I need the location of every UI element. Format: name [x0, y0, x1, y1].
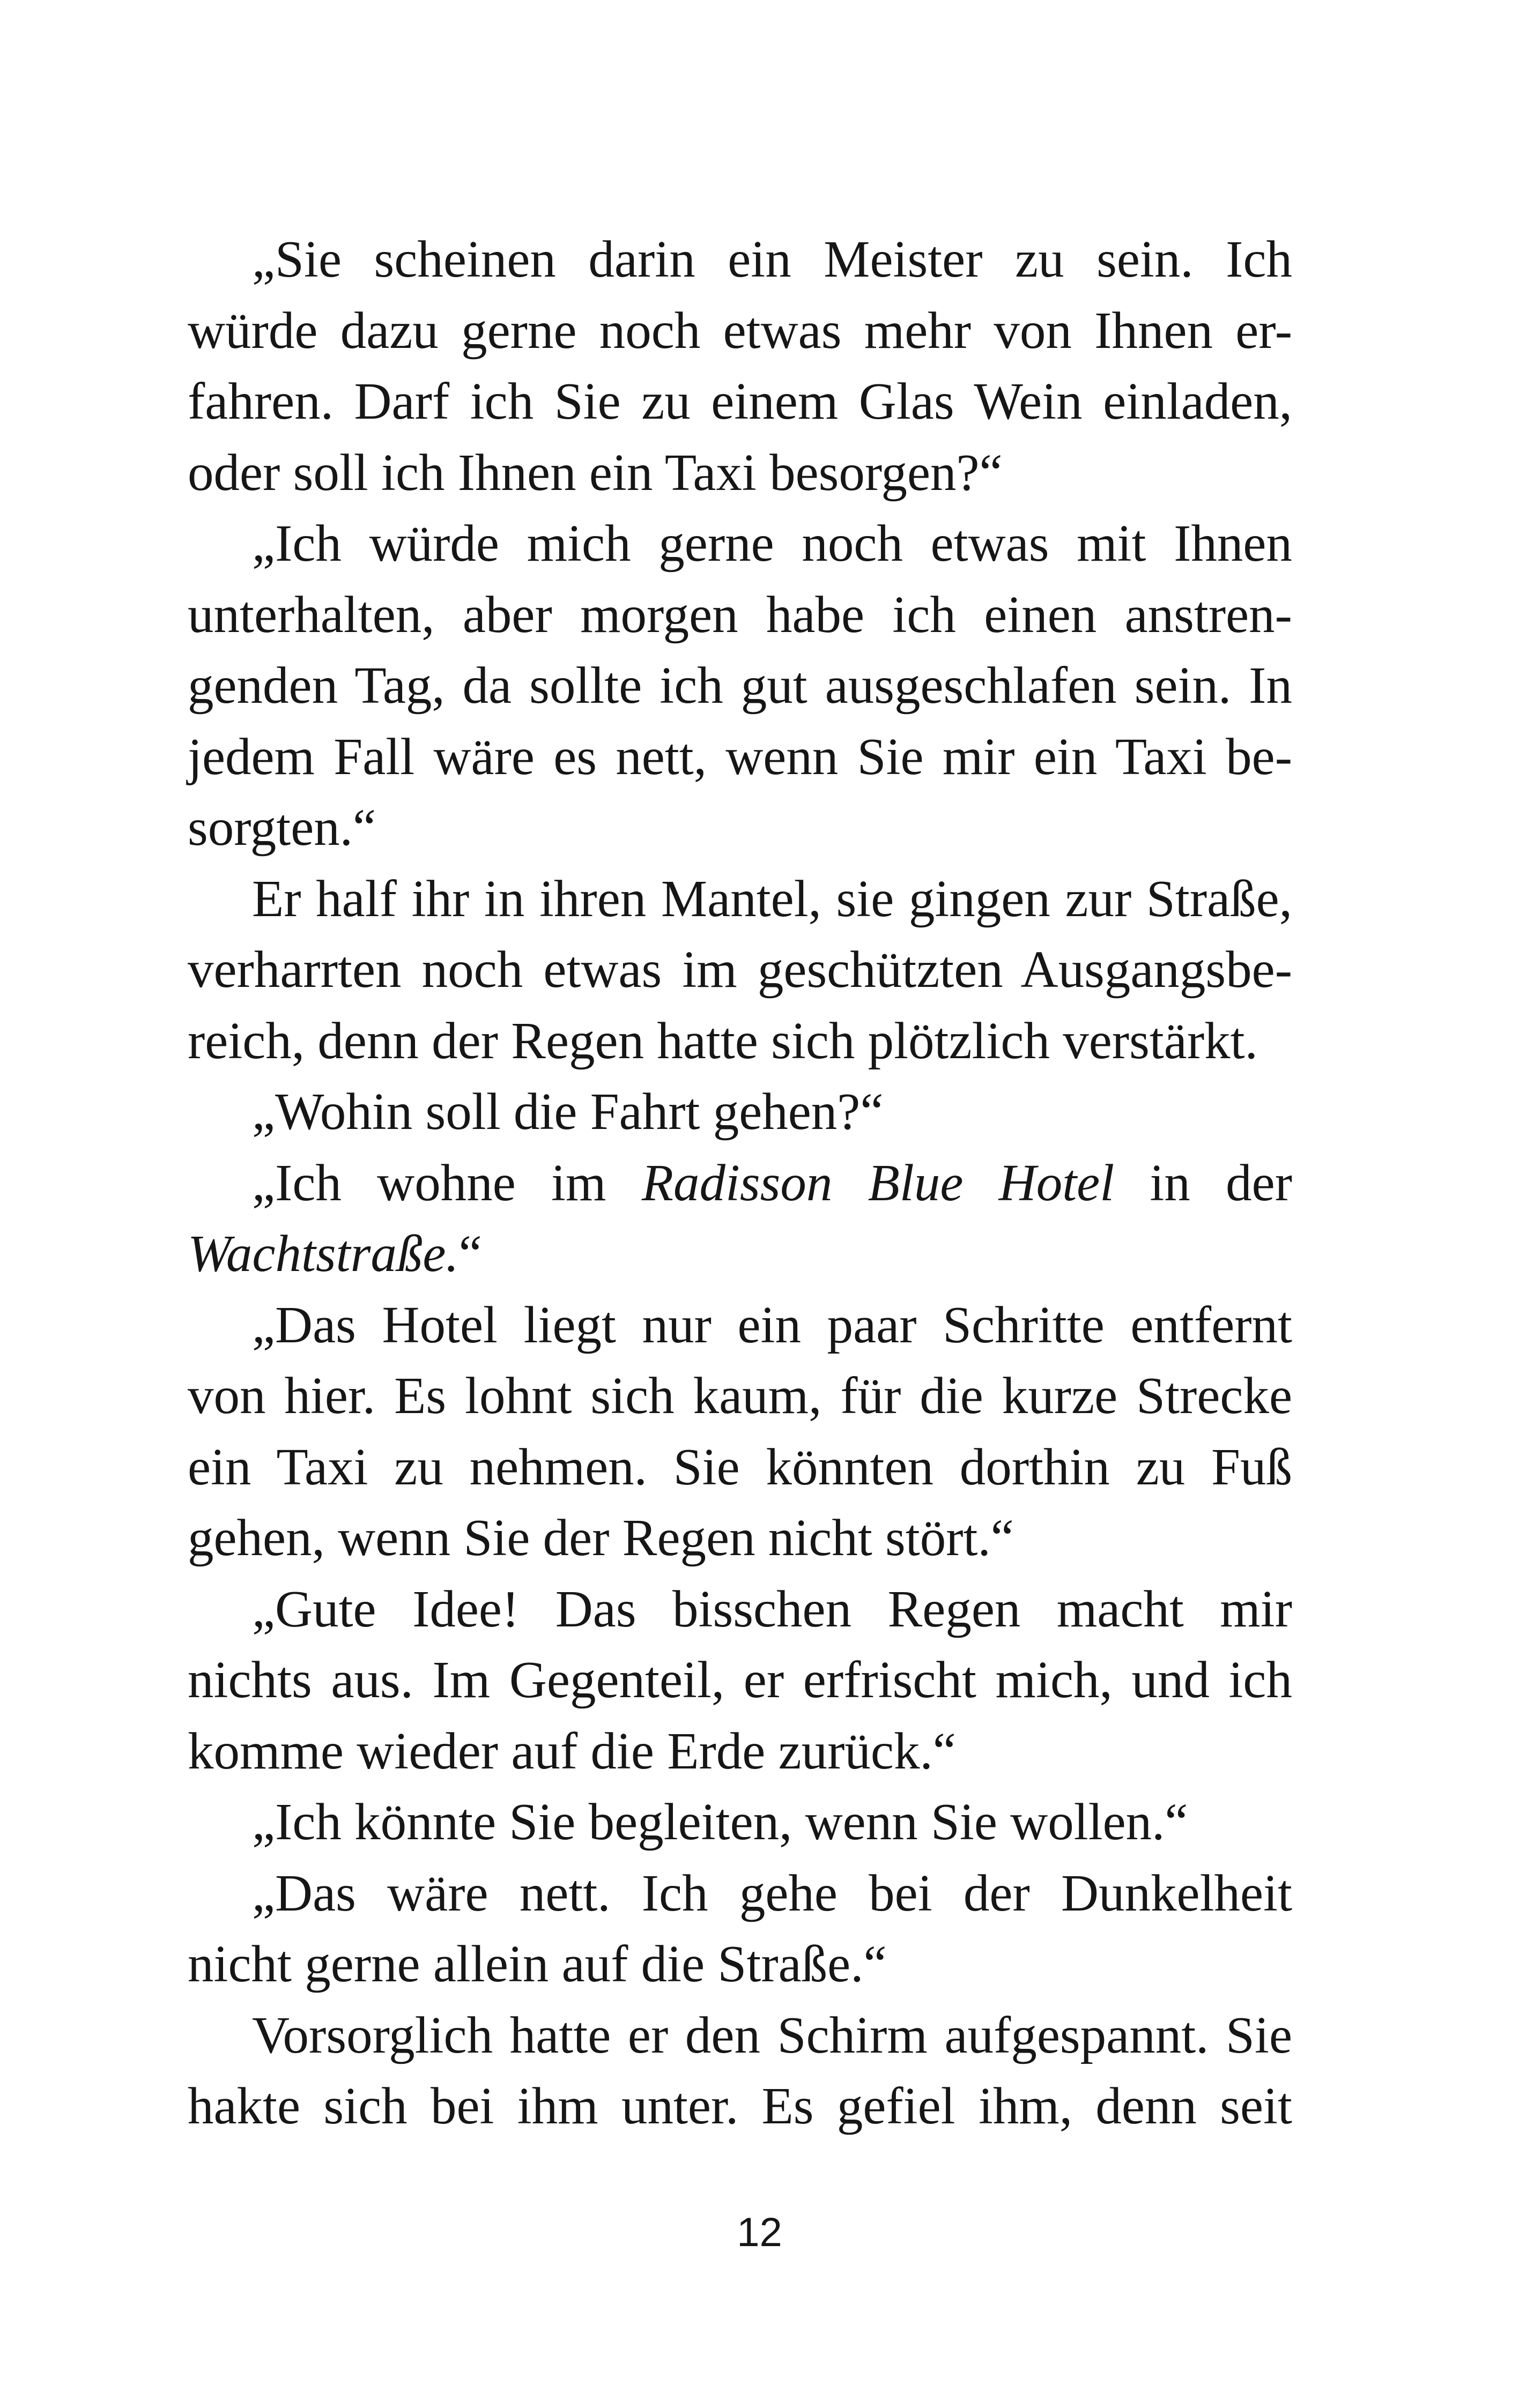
text-line — [188, 1148, 1292, 1219]
text-segment: „Wohin soll die Fahrt gehen?“ — [252, 1083, 884, 1140]
text-segment: komme wieder auf die Erde zurück.“ — [188, 1722, 956, 1780]
text-line — [188, 1006, 1292, 1077]
text-segment: ein Taxi zu nehmen. Sie könnten dorthin zu Fuß — [188, 1438, 1292, 1496]
text-line — [188, 1290, 1292, 1361]
text-line — [188, 295, 1292, 367]
text-line — [188, 1218, 1292, 1290]
text-line — [188, 366, 1292, 437]
text-segment: unterhalten, aber morgen habe ich einen anstren- — [188, 585, 1292, 643]
page-number: 12 — [737, 2210, 782, 2255]
text-segment: in der — [1114, 1154, 1292, 1212]
text-line — [188, 1432, 1292, 1503]
text-line — [188, 864, 1292, 935]
text-segment: „Sie scheinen darin ein Meister zu sein. Ich — [252, 231, 1292, 288]
text-line — [188, 1716, 1292, 1787]
text-segment: “ — [458, 1225, 482, 1282]
text-line — [188, 1929, 1292, 2000]
text-segment: „Das Hotel liegt nur ein paar Schritte entfernt — [252, 1296, 1292, 1354]
text-line — [188, 934, 1292, 1006]
text-segment: von hier. Es lohnt sich kaum, für die kurze Strecke — [188, 1367, 1292, 1424]
text-line — [188, 1858, 1292, 1929]
text-segment: genden Tag, da sollte ich gut ausgeschlafen sein. In — [188, 657, 1292, 714]
text-line — [188, 650, 1292, 722]
text-line — [188, 224, 1292, 295]
text-line — [188, 1787, 1292, 1858]
text-segment: gehen, wenn Sie der Regen nicht stört.“ — [188, 1509, 1014, 1566]
text-segment: „Gute Idee! Das bisschen Regen macht mir — [252, 1580, 1292, 1638]
text-line — [188, 1503, 1292, 1574]
text-line — [188, 722, 1292, 793]
text-segment: „Ich wohne im — [252, 1154, 642, 1212]
italic-text-segment: Wachtstraße. — [188, 1225, 459, 1282]
text-segment: oder soll ich Ihnen ein Taxi besorgen?“ — [188, 443, 1003, 501]
text-segment: würde dazu gerne noch etwas mehr von Ihnen er- — [188, 301, 1292, 359]
text-segment: Er half ihr in ihren Mantel, sie gingen zur Straße, — [252, 869, 1292, 927]
text-line — [188, 792, 1292, 864]
text-segment: verharrten noch etwas im geschützten Ausgangsbe- — [188, 941, 1292, 998]
text-line — [188, 1076, 1292, 1148]
text-line — [188, 2071, 1292, 2142]
text-line — [188, 579, 1292, 651]
body-text — [188, 224, 1292, 2142]
text-segment: fahren. Darf ich Sie zu einem Glas Wein einladen, — [188, 373, 1292, 430]
text-segment: sorgten.“ — [188, 799, 376, 856]
text-segment: „Das wäre nett. Ich gehe bei der Dunkelheit — [252, 1864, 1292, 1922]
text-segment: reich, denn der Regen hatte sich plötzlich verstärkt. — [188, 1012, 1258, 1069]
text-line — [188, 1361, 1292, 1432]
text-segment: jedem Fall wäre es nett, wenn Sie mir ein Taxi be- — [188, 727, 1292, 785]
text-line — [188, 2000, 1292, 2071]
text-line — [188, 1574, 1292, 1645]
text-segment: „Ich könnte Sie begleiten, wenn Sie wollen.“ — [252, 1793, 1188, 1850]
text-segment: Vorsorglich hatte er den Schirm aufgespannt. Sie — [252, 2006, 1292, 2064]
text-line — [188, 508, 1292, 579]
text-segment: nichts aus. Im Gegenteil, er erfrischt mich, und ich — [188, 1651, 1292, 1708]
text-segment: hakte sich bei ihm unter. Es gefiel ihm, denn seit — [188, 2077, 1292, 2135]
text-line — [188, 1645, 1292, 1716]
text-line — [188, 437, 1292, 509]
italic-text-segment: Radisson Blue Hotel — [641, 1154, 1115, 1212]
text-segment: nicht gerne allein auf die Straße.“ — [188, 1935, 887, 1993]
text-segment: „Ich würde mich gerne noch etwas mit Ihnen — [252, 515, 1292, 572]
